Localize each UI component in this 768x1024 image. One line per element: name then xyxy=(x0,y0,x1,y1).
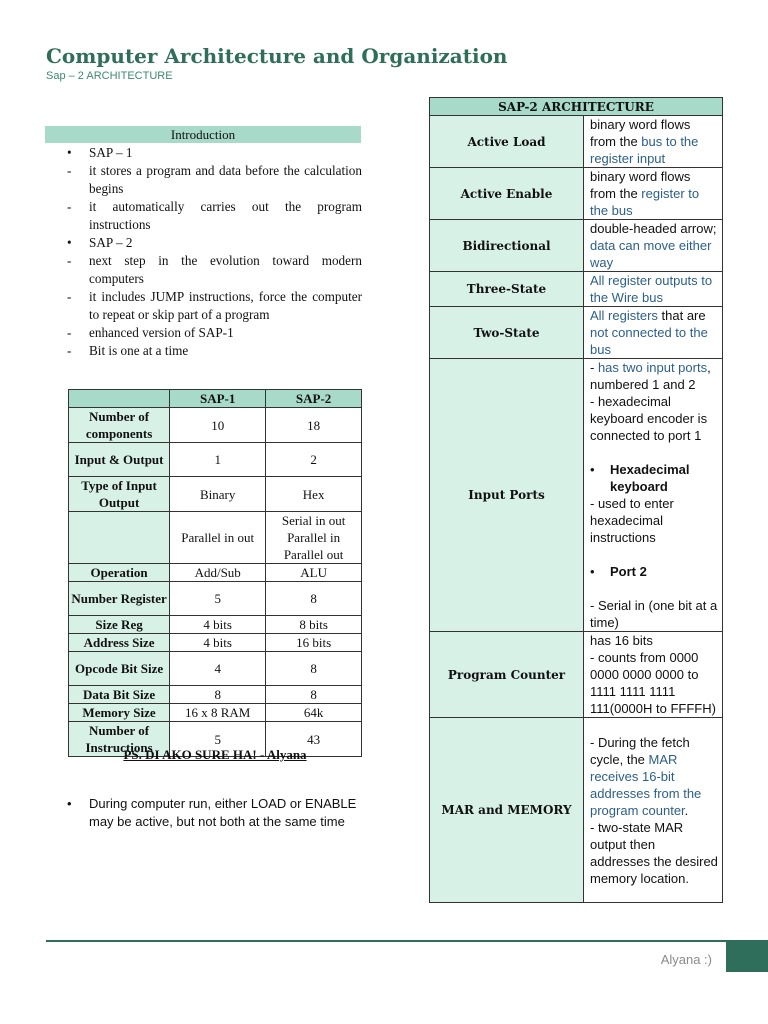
comparison-sap1-value: 4 xyxy=(170,652,266,686)
comparison-header-sap2: SAP-2 xyxy=(266,390,362,408)
comparison-sap2-value: 8 xyxy=(266,686,362,704)
comparison-row-label: Opcode Bit Size xyxy=(69,652,170,686)
sap2-highlight-text: not connected to the bus xyxy=(590,325,708,357)
comparison-header-sap1: SAP-1 xyxy=(170,390,266,408)
sap2-definition xyxy=(584,168,723,220)
comparison-row xyxy=(69,564,362,582)
sap2-definition xyxy=(584,632,723,718)
comparison-row-label: Number of components xyxy=(69,408,170,443)
run-note-item: • During computer run, either LOAD or ENABLE may be active, but not both at the same time xyxy=(67,795,362,831)
intro-list-item: - enhanced version of SAP-1 xyxy=(67,324,362,342)
comparison-sap2-value: 2 xyxy=(266,443,362,477)
run-note-list xyxy=(67,795,362,831)
sap2-highlight-text: All register outputs to the Wire bus xyxy=(590,273,713,305)
comparison-sap2-value: 8 xyxy=(266,582,362,616)
comparison-sap2-value: 8 xyxy=(266,652,362,686)
footer-accent-block xyxy=(726,940,768,972)
intro-list-item: - it automatically carries out the program instructions xyxy=(67,198,362,234)
intro-list-item: • SAP – 1 xyxy=(67,144,362,162)
sap2-row xyxy=(430,220,723,272)
sap2-term: MAR and MEMORY xyxy=(430,718,584,903)
comparison-sap1-value: Add/Sub xyxy=(170,564,266,582)
comparison-row-label: Operation xyxy=(69,564,170,582)
sap2-definition xyxy=(584,116,723,168)
sap2-highlight-text: MAR receives 16-bit addresses from the program counter xyxy=(590,751,702,818)
sap2-definition-text: - used to enter hexadecimal instructions xyxy=(590,496,674,545)
comparison-row xyxy=(69,686,362,704)
sap2-definition-text: , numbered 1 and 2 xyxy=(590,360,711,392)
comparison-sap1-value: 8 xyxy=(170,686,266,704)
sap2-definition-text: that are xyxy=(657,308,706,323)
sap2-term: Input Ports xyxy=(430,359,584,632)
comparison-row xyxy=(69,512,362,564)
comparison-row xyxy=(69,634,362,652)
intro-list-item: - next step in the evolution toward modern computers xyxy=(67,252,362,288)
comparison-sap2-value: 64k xyxy=(266,704,362,722)
comparison-sap1-value: 5 xyxy=(170,582,266,616)
comparison-row-label xyxy=(69,512,170,564)
comparison-sap1-value: 5 xyxy=(170,722,266,757)
comparison-sap1-value: Binary xyxy=(170,477,266,512)
sap2-definition xyxy=(584,272,723,307)
sap2-term: Active Load xyxy=(430,116,584,168)
sap2-definition-text: - two-state MAR output then addresses the desired memory location. xyxy=(590,819,718,886)
introduction-list xyxy=(67,144,362,360)
comparison-sap1-value: 4 bits xyxy=(170,634,266,652)
comparison-sap2-value: 16 bits xyxy=(266,634,362,652)
comparison-sap2-value: ALU xyxy=(266,564,362,582)
comparison-sap1-value: 1 xyxy=(170,443,266,477)
sap2-row xyxy=(430,359,723,632)
intro-list-item: - Bit is one at a time xyxy=(67,342,362,360)
sap2-definition-text: has 16 bits xyxy=(590,633,653,648)
comparison-row-label: Address Size xyxy=(69,634,170,652)
sap2-subheading: • Hexadecimal keyboard xyxy=(590,461,718,495)
footer-divider xyxy=(46,940,726,942)
sap2-row xyxy=(430,307,723,359)
comparison-row xyxy=(69,443,362,477)
comparison-sap2-value: Hex xyxy=(266,477,362,512)
sap2-highlight-text: has two input ports xyxy=(597,360,708,375)
introduction-heading: Introduction xyxy=(45,126,361,143)
sap2-term: Program Counter xyxy=(430,632,584,718)
comparison-row-label: Input & Output xyxy=(69,443,170,477)
comparison-row-label: Data Bit Size xyxy=(69,686,170,704)
comparison-header-row xyxy=(69,390,362,408)
sap2-subheading: • Port 2 xyxy=(590,563,718,580)
comparison-sap1-value: Parallel in out xyxy=(170,512,266,564)
comparison-row xyxy=(69,652,362,686)
sap2-architecture-table xyxy=(429,97,723,903)
sap2-definition-text: binary word flows from the xyxy=(590,169,691,201)
sap2-term: Two-State xyxy=(430,307,584,359)
sap2-definition-text: - hexadecimal keyboard encoder is connected to port 1 xyxy=(590,394,708,443)
comparison-sap2-value: 43 xyxy=(266,722,362,757)
comparison-row-label: Number Register xyxy=(69,582,170,616)
document-subtitle: Sap – 2 ARCHITECTURE xyxy=(46,70,173,82)
comparison-sap1-value: 10 xyxy=(170,408,266,443)
comparison-sap1-value: 16 x 8 RAM xyxy=(170,704,266,722)
sap2-definition-text: - During the fetch cycle, the xyxy=(590,734,690,767)
comparison-sap2-value: 8 bits xyxy=(266,616,362,634)
sap2-term: Active Enable xyxy=(430,168,584,220)
sap2-highlight-text: All registers xyxy=(590,308,658,323)
intro-list-item: - it stores a program and data before the calculation begins xyxy=(67,162,362,198)
sap2-definition xyxy=(584,718,723,903)
sap2-highlight-text: bus to the register input xyxy=(590,134,699,166)
sap-comparison-table xyxy=(68,389,362,757)
sap2-table-header: SAP-2 ARCHITECTURE xyxy=(430,98,723,116)
comparison-row xyxy=(69,408,362,443)
sap2-definition-text: - xyxy=(590,360,598,375)
comparison-sap2-value: Serial in out Parallel in Parallel out xyxy=(266,512,362,564)
sap2-highlight-text: register to the bus xyxy=(590,186,700,218)
sap2-definition-text: . xyxy=(684,802,689,818)
comparison-row-label: Size Reg xyxy=(69,616,170,634)
sap2-definition-text: binary word flows from the xyxy=(590,117,691,149)
sap2-definition-text: - counts from 0000 0000 0000 0000 to 1111 1111 1111 111(0000H to FFFFH) xyxy=(590,650,716,716)
footer-author: Alyana :) xyxy=(660,952,712,967)
sap2-definition-text: double-headed arrow; xyxy=(590,221,717,236)
sap2-row xyxy=(430,116,723,168)
sap2-row xyxy=(430,632,723,718)
comparison-row xyxy=(69,616,362,634)
sap2-row xyxy=(430,272,723,307)
comparison-sap2-value: 18 xyxy=(266,408,362,443)
sap2-definition xyxy=(584,307,723,359)
intro-list-item: - it includes JUMP instructions, force the computer to repeat or skip part of a program xyxy=(67,288,362,324)
sap2-row xyxy=(430,718,723,903)
comparison-row-label: Type of Input Output xyxy=(69,477,170,512)
sap2-row xyxy=(430,168,723,220)
sap2-highlight-text: data can move either way xyxy=(590,238,712,270)
comparison-row xyxy=(69,477,362,512)
sap2-definition-text: - Serial in (one bit at a time) xyxy=(590,598,718,630)
comparison-row xyxy=(69,582,362,616)
comparison-row-label: Number of Instructions xyxy=(69,722,170,757)
sap2-term: Bidirectional xyxy=(430,220,584,272)
ps-note: PS. DI AKO SURE HA! - Alyana xyxy=(123,747,307,762)
sap2-definition xyxy=(584,359,723,632)
comparison-row-label: Memory Size xyxy=(69,704,170,722)
comparison-sap1-value: 4 bits xyxy=(170,616,266,634)
comparison-header-blank xyxy=(69,390,170,408)
sap2-term: Three-State xyxy=(430,272,584,307)
sap2-header-row xyxy=(430,98,723,116)
document-title: Computer Architecture and Organization xyxy=(46,44,508,68)
intro-list-item: • SAP – 2 xyxy=(67,234,362,252)
comparison-row xyxy=(69,704,362,722)
sap2-definition xyxy=(584,220,723,272)
